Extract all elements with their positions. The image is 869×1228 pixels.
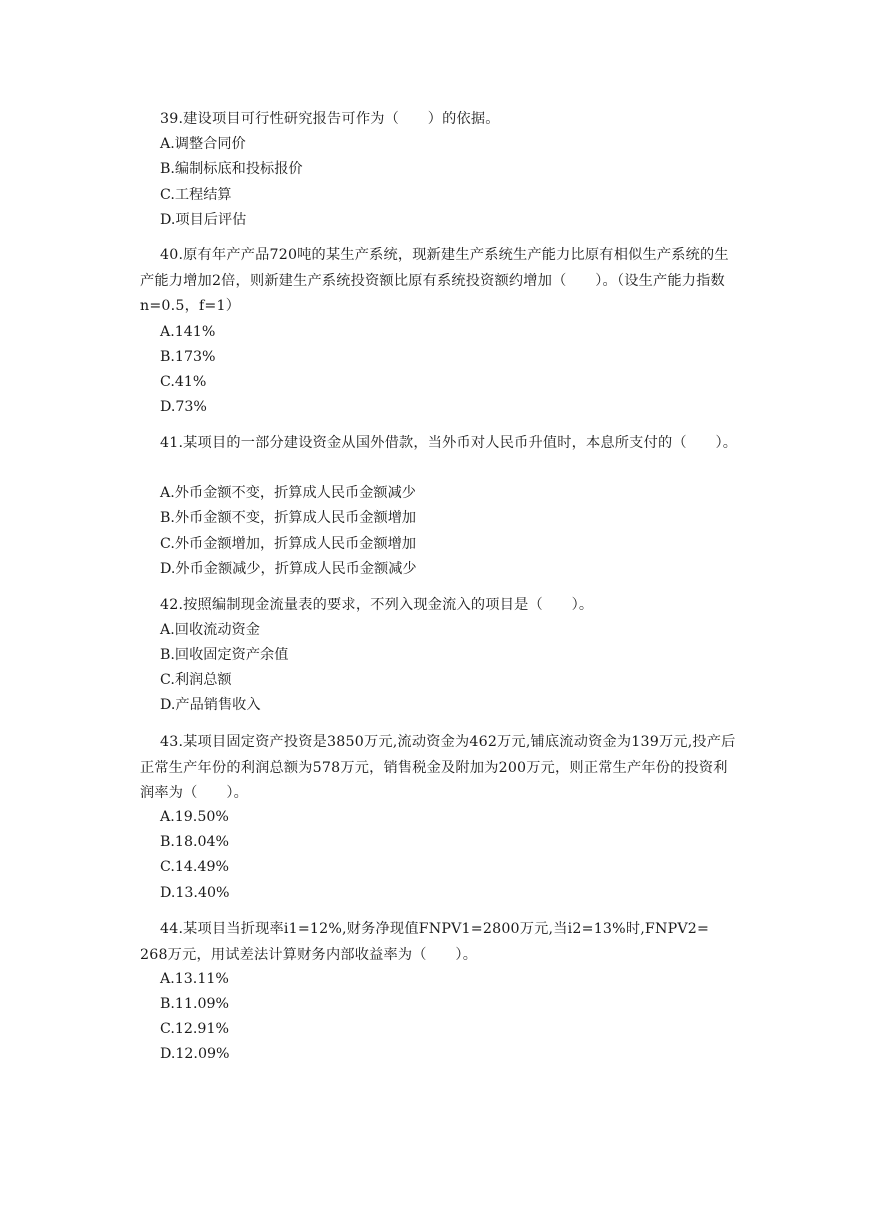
question-43-stem: 43.某项目固定资产投资是3850万元,流动资金为462万元,铺底流动资金为139万元,投产后正常生产年份的利润总额为578万元，销售税金及附加为200万元，则正常生产年份的投资利润率为（ ）。 xyxy=(140,734,736,801)
question-42-option-d: D.产品销售收入 xyxy=(160,697,261,713)
question-44-option-c: C.12.91% xyxy=(160,1021,229,1037)
question-41-option-d: D.外币金额减少，折算成人民币金额减少 xyxy=(160,561,417,577)
question-41-option-a: A.外币金额不变，折算成人民币金额减少 xyxy=(160,485,416,501)
question-40-option-a: A.141% xyxy=(160,324,216,340)
question-40-option-b: B.173% xyxy=(160,349,216,365)
question-41-option-c: C.外币金额增加，折算成人民币金额增加 xyxy=(160,536,417,552)
question-43-option-c: C.14.49% xyxy=(160,859,229,875)
question-39-option-b: B.编制标底和投标报价 xyxy=(160,161,303,177)
question-41-stem: 41.某项目的一部分建设资金从国外借款，当外币对人民币升值时，本息所支付的（ ）。 xyxy=(160,435,738,451)
question-39-option-c: C.工程结算 xyxy=(160,187,232,203)
question-44-option-d: D.12.09% xyxy=(160,1046,230,1062)
question-42-option-b: B.回收固定资产余值 xyxy=(160,647,289,663)
question-42-stem: 42.按照编制现金流量表的要求，不列入现金流入的项目是（ ）。 xyxy=(160,597,594,613)
question-39-option-a: A.调整合同价 xyxy=(160,136,246,152)
question-44-option-b: B.11.09% xyxy=(160,996,230,1012)
question-40-stem: 40.原有年产产品720吨的某生产系统，现新建生产系统生产能力比原有相似生产系统的生产能力增加2倍，则新建生产系统投资额比原有系统投资额约增加（ ）。（设生产能力指数n=0.5，f=1） xyxy=(140,247,729,314)
question-44-stem: 44.某项目当折现率i1=12%,财务净现值FNPV1=2800万元,当i2=13%时,FNPV2= 268万元，用试差法计算财务内部收益率为（ ）。 xyxy=(140,921,724,963)
question-43-option-a: A.19.50% xyxy=(160,809,229,825)
question-39-option-d: D.项目后评估 xyxy=(160,212,247,228)
question-42-option-a: A.回收流动资金 xyxy=(160,622,260,638)
question-41-option-b: B.外币金额不变，折算成人民币金额增加 xyxy=(160,510,417,526)
question-43-option-d: D.13.40% xyxy=(160,885,230,901)
question-39-stem: 39.建设项目可行性研究报告可作为（ ）的依据。 xyxy=(160,111,500,127)
question-43-option-b: B.18.04% xyxy=(160,834,230,850)
question-40-option-d: D.73% xyxy=(160,399,207,415)
question-44-option-a: A.13.11% xyxy=(160,971,229,987)
question-42-option-c: C.利润总额 xyxy=(160,672,232,688)
question-40-option-c: C.41% xyxy=(160,374,207,390)
